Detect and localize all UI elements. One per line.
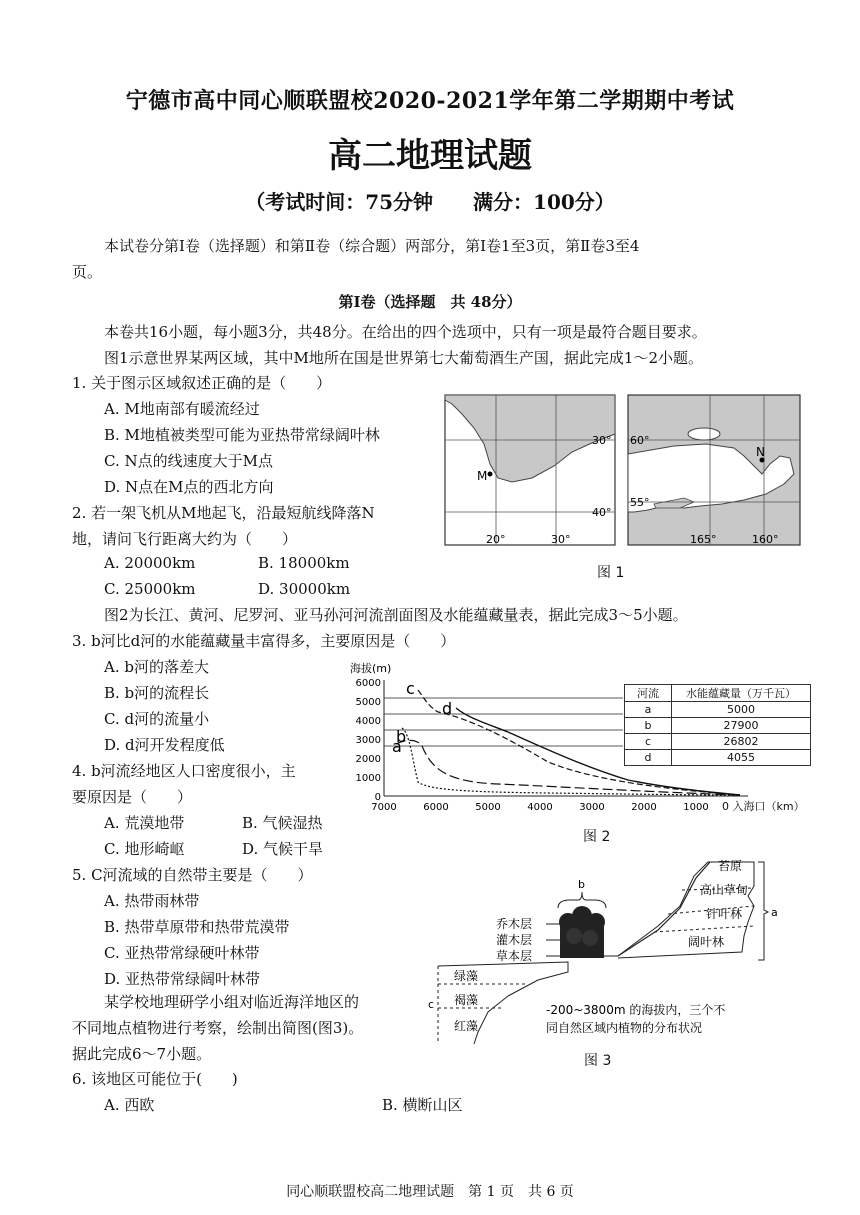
layer-shrub: 灌木层 bbox=[496, 933, 533, 947]
section1-instruction: 本卷共16小题，每小题3分，共48分。在给出的四个选项中，只有一项是最符合题目要求。 bbox=[104, 323, 707, 341]
q3-option-a[interactable]: A. b河的落差大 bbox=[104, 658, 209, 676]
page-footer: 同心顺联盟校高二地理试题 第 1 页 共 6 页 bbox=[286, 1184, 574, 1200]
figure3-vegetation bbox=[418, 856, 794, 1046]
figure3-note-line2: 同自然区域内植物的分布状况 bbox=[546, 1021, 703, 1035]
x-tick-label: 1000 bbox=[683, 802, 709, 813]
q4-option-a[interactable]: A. 荒漠地带 bbox=[104, 814, 185, 832]
x-tick-label: 3000 bbox=[579, 802, 605, 813]
q2-stem-line1: 2. 若一架飞机从M地起飞，沿最短航线降落N bbox=[72, 504, 375, 522]
point-m-label: M bbox=[477, 469, 488, 483]
map2-lat2: 55° bbox=[630, 496, 650, 509]
table-row: b 27900 bbox=[625, 718, 811, 734]
tree-cluster-icon bbox=[559, 906, 605, 958]
q4-stem-line2: 要原因是（ ） bbox=[72, 788, 193, 806]
q2-option-d[interactable]: D. 30000km bbox=[258, 580, 351, 598]
algae-green: 绿藻 bbox=[454, 969, 479, 983]
y-tick-label: 5000 bbox=[355, 697, 381, 708]
q1-stem: 1. 关于图示区域叙述正确的是（ ） bbox=[72, 374, 332, 392]
q6-option-b[interactable]: B. 横断山区 bbox=[382, 1096, 463, 1114]
map1-lat1: 30° bbox=[592, 434, 612, 447]
layer-herb: 草本层 bbox=[496, 949, 533, 963]
y-tick-label: 0 bbox=[374, 792, 381, 803]
q5-stem: 5. C河流域的自然带主要是（ ） bbox=[72, 866, 313, 884]
figure3-note-line1: -200~3800m 的海拔内，三个不 bbox=[546, 1003, 726, 1017]
x-tick-label: 4000 bbox=[527, 802, 553, 813]
q4-option-b[interactable]: B. 气候湿热 bbox=[242, 814, 323, 832]
zone-coniferous: 针叶林 bbox=[706, 907, 743, 921]
figure3-caption: 图 3 bbox=[584, 1053, 612, 1069]
group3-stem-line2: 不同地点植物进行考察，绘制出简图(图3)。 bbox=[72, 1019, 364, 1037]
hydropower-table bbox=[624, 684, 811, 766]
figure2-caption: 图 2 bbox=[583, 829, 611, 845]
table-row: c 26802 bbox=[625, 734, 811, 750]
q3-option-d[interactable]: D. d河开发程度低 bbox=[104, 736, 225, 754]
q5-option-a[interactable]: A. 热带雨林带 bbox=[104, 892, 200, 910]
section1-heading: 第Ⅰ卷（选择题 共 48分） bbox=[338, 293, 522, 311]
q2-stem-line2: 地，请问飞行距离大约为（ ） bbox=[72, 530, 298, 548]
group2-stem: 图2为长江、黄河、尼罗河、亚马孙河河流剖面图及水能蕴藏量表，据此完成3～5小题。 bbox=[104, 606, 688, 624]
q4-option-c[interactable]: C. 地形崎岖 bbox=[104, 840, 185, 858]
map-m-region bbox=[445, 395, 615, 546]
table-row: a 5000 bbox=[625, 702, 811, 718]
intro-line2: 页。 bbox=[72, 263, 103, 281]
point-n-label: N bbox=[756, 445, 765, 459]
q2-option-c[interactable]: C. 25000km bbox=[104, 580, 196, 598]
q1-option-a[interactable]: A. M地南部有暖流经过 bbox=[104, 400, 260, 418]
figure1-caption: 图 1 bbox=[597, 565, 625, 581]
algae-red: 红藻 bbox=[454, 1019, 479, 1033]
zone-alpine-meadow: 高山草甸 bbox=[700, 883, 749, 897]
x-tick-label: 5000 bbox=[475, 802, 501, 813]
q1-option-b[interactable]: B. M地植被类型可能为亚热带常绿阔叶林 bbox=[104, 426, 380, 444]
table-header-river: 河流 bbox=[625, 685, 672, 702]
curve-label-b: b bbox=[396, 727, 407, 746]
q2-option-a[interactable]: A. 20000km bbox=[104, 554, 196, 572]
q4-option-d[interactable]: D. 气候干旱 bbox=[242, 840, 324, 858]
intro-line1: 本试卷分第Ⅰ卷（选择题）和第Ⅱ卷（综合题）两部分，第Ⅰ卷1至3页，第Ⅱ卷3至4 bbox=[104, 237, 640, 255]
curve-label-d: d bbox=[442, 699, 453, 718]
table-row: d 4055 bbox=[625, 750, 811, 766]
figure1-maps bbox=[444, 394, 804, 554]
figure2-x-ticks bbox=[371, 802, 708, 813]
q5-option-b[interactable]: B. 热带草原带和热带荒漠带 bbox=[104, 918, 290, 936]
layer-tree: 乔木层 bbox=[496, 917, 533, 931]
map1-lat2: 40° bbox=[592, 506, 612, 519]
y-tick-label: 3000 bbox=[355, 735, 381, 746]
x-tick-label: 7000 bbox=[371, 802, 397, 813]
point-m-marker bbox=[488, 472, 493, 477]
figure2-x-end-label: 0 入海口（km） bbox=[722, 800, 805, 813]
map1-lon2: 30° bbox=[551, 533, 571, 546]
figure3-label-b: b bbox=[578, 878, 585, 891]
y-tick-label: 4000 bbox=[355, 716, 381, 727]
y-tick-label: 1000 bbox=[355, 773, 381, 784]
curve-label-c: c bbox=[406, 679, 415, 698]
q2-option-b[interactable]: B. 18000km bbox=[258, 554, 350, 572]
map2-lat1: 60° bbox=[630, 434, 650, 447]
map2-lon1: 165° bbox=[690, 533, 717, 546]
y-tick-label: 2000 bbox=[355, 754, 381, 765]
map2-lon2: 160° bbox=[752, 533, 779, 546]
q3-stem: 3. b河比d河的水能蕴藏量丰富得多，主要原因是（ ） bbox=[72, 632, 456, 650]
zone-tundra: 苔原 bbox=[718, 859, 743, 873]
figure3-label-c: c bbox=[428, 998, 435, 1011]
q3-option-c[interactable]: C. d河的流量小 bbox=[104, 710, 210, 728]
exam-title-line1: 宁德市高中同心顺联盟校2020-2021学年第二学期期中考试 bbox=[125, 88, 735, 114]
exam-title-main: 高二地理试题 bbox=[328, 136, 532, 176]
map-n-region bbox=[628, 395, 800, 546]
curve-label-a: a bbox=[392, 737, 402, 756]
x-tick-label: 6000 bbox=[423, 802, 449, 813]
x-tick-label: 2000 bbox=[631, 802, 657, 813]
figure3-label-a: a bbox=[771, 906, 778, 919]
zone-broadleaf: 阔叶林 bbox=[688, 935, 725, 949]
q6-option-a[interactable]: A. 西欧 bbox=[104, 1096, 155, 1114]
algae-brown: 褐藻 bbox=[454, 993, 479, 1007]
q1-option-d[interactable]: D. N点在M点的西北方向 bbox=[104, 478, 274, 496]
q6-stem: 6. 该地区可能位于( ) bbox=[72, 1070, 238, 1088]
group1-stem: 图1示意世界某两区域，其中M地所在国是世界第七大葡萄酒生产国，据此完成1～2小题。 bbox=[104, 349, 703, 367]
q5-option-c[interactable]: C. 亚热带常绿硬叶林带 bbox=[104, 944, 260, 962]
figure2-y-ticks bbox=[356, 678, 381, 803]
q4-stem-line1: 4. b河流经地区人口密度很小，主 bbox=[72, 762, 296, 780]
map1-lon1: 20° bbox=[486, 533, 506, 546]
group3-stem-line3: 据此完成6～7小题。 bbox=[72, 1045, 212, 1063]
q1-option-c[interactable]: C. N点的线速度大于M点 bbox=[104, 452, 273, 470]
y-tick-label: 6000 bbox=[355, 678, 381, 689]
exam-time-score: （考试时间：75分钟 满分：100分） bbox=[245, 190, 615, 214]
q5-option-d[interactable]: D. 亚热带常绿阔叶林带 bbox=[104, 970, 261, 988]
figure2-ylabel: 海拔(m) bbox=[350, 662, 392, 675]
table-header-capacity: 水能蕴藏量（万千瓦） bbox=[672, 685, 811, 702]
q3-option-b[interactable]: B. b河的流程长 bbox=[104, 684, 210, 702]
group3-stem-line1: 某学校地理研学小组对临近海洋地区的 bbox=[104, 993, 360, 1011]
